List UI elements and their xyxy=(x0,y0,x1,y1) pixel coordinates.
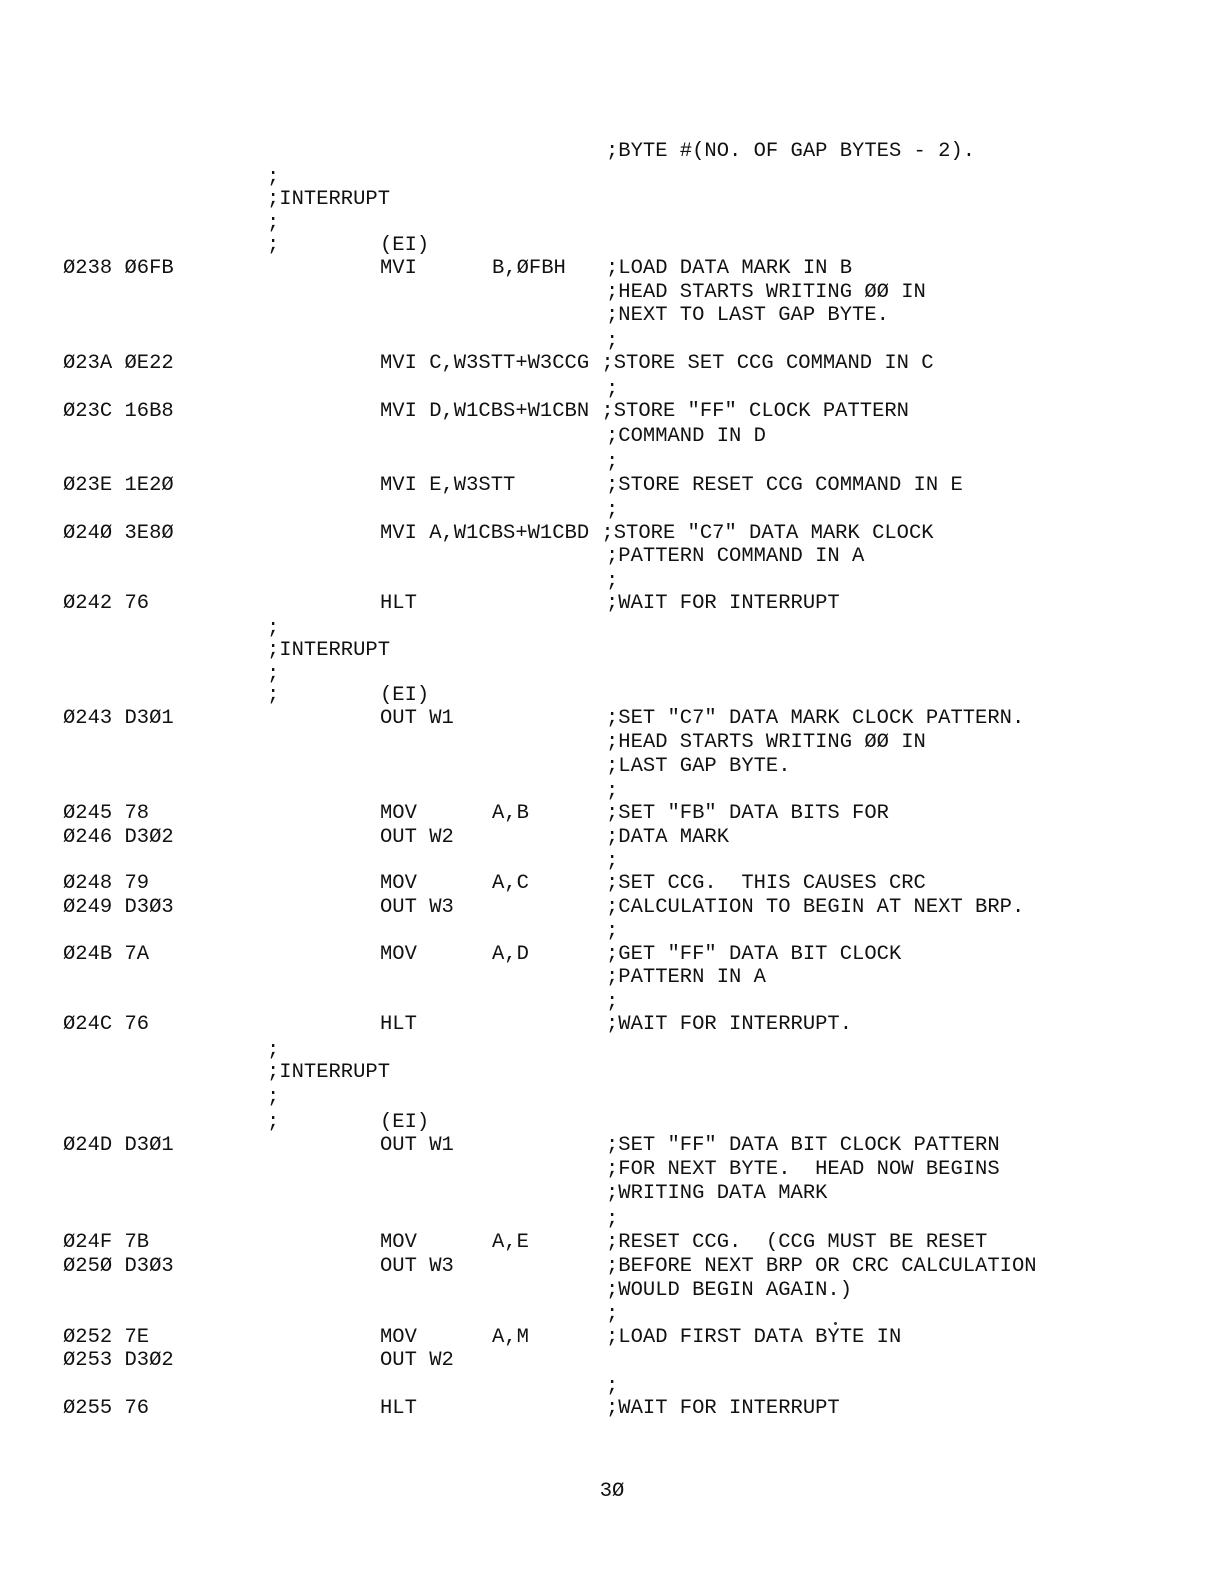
listing-line xyxy=(0,780,1224,804)
line-mnemonic: (EI) xyxy=(380,234,430,257)
line-comment: ;GET "FF" DATA BIT CLOCK xyxy=(606,943,902,966)
line-comment: ;PATTERN COMMAND IN A xyxy=(606,545,865,568)
listing-line xyxy=(0,1255,1224,1279)
listing-line xyxy=(0,1375,1224,1399)
line-comment: ; xyxy=(606,920,619,943)
listing-line xyxy=(0,1208,1224,1232)
line-comment: ;WRITING DATA MARK xyxy=(606,1182,828,1205)
listing-line xyxy=(0,352,1224,376)
listing-line xyxy=(0,140,1224,164)
line-label: ;INTERRUPT xyxy=(267,639,391,662)
listing-line xyxy=(0,920,1224,944)
line-address: Ø252 7E xyxy=(63,1326,150,1349)
line-address: Ø25Ø D3Ø3 xyxy=(63,1255,174,1278)
line-mnemonic: MVI E,W3STT xyxy=(380,474,516,497)
line-address: Ø246 D3Ø2 xyxy=(63,826,174,849)
line-address: Ø255 76 xyxy=(63,1397,150,1420)
line-label: ; xyxy=(267,1086,280,1109)
listing-line xyxy=(0,755,1224,779)
listing-line xyxy=(0,707,1224,731)
line-label: ; xyxy=(267,166,280,189)
line-comment: ;PATTERN IN A xyxy=(606,966,766,989)
line-comment: ;BYTE #(NO. OF GAP BYTES - 2). xyxy=(606,140,976,163)
line-comment: ;LOAD DATA MARK IN B xyxy=(606,257,853,280)
line-mnemonic: OUT W1 xyxy=(380,1134,454,1157)
line-mnemonic: MOV xyxy=(380,1326,417,1349)
listing-line xyxy=(0,400,1224,424)
line-address: Ø23E 1E2Ø xyxy=(63,474,174,497)
line-address: Ø245 78 xyxy=(63,802,150,825)
line-address: Ø249 D3Ø3 xyxy=(63,896,174,919)
line-comment: ;WOULD BEGIN AGAIN.) xyxy=(606,1279,853,1302)
listing-line xyxy=(0,304,1224,328)
line-address: Ø24B 7A xyxy=(63,943,150,966)
listing-line xyxy=(0,1134,1224,1158)
line-mnemonic: OUT W3 xyxy=(380,1255,454,1278)
listing-line xyxy=(0,943,1224,967)
line-comment: ;WAIT FOR INTERRUPT xyxy=(606,1397,840,1420)
line-comment: ;SET "FF" DATA BIT CLOCK PATTERN xyxy=(606,1134,1000,1157)
line-address: Ø24F 7B xyxy=(63,1231,150,1254)
listing-line xyxy=(0,499,1224,523)
listing-line xyxy=(0,1111,1224,1135)
line-address: Ø24C 76 xyxy=(63,1013,150,1036)
line-mnemonic: OUT W2 xyxy=(380,1349,454,1372)
line-address: Ø238 Ø6FB xyxy=(63,257,174,280)
listing-line xyxy=(0,1326,1224,1350)
listing-line xyxy=(0,545,1224,569)
line-operand: A,E xyxy=(492,1231,529,1254)
listing-line xyxy=(0,212,1224,236)
listing-line xyxy=(0,1086,1224,1110)
line-mnemonic: HLT xyxy=(380,592,417,615)
listing-line xyxy=(0,474,1224,498)
line-address: Ø242 76 xyxy=(63,592,150,615)
listing-line xyxy=(0,684,1224,708)
listing-line xyxy=(0,1158,1224,1182)
line-comment: ; xyxy=(606,1303,619,1326)
line-label: ; xyxy=(267,234,280,257)
line-mnemonic: (EI) xyxy=(380,1111,430,1134)
line-mnemonic: MVI A,W1CBS+W1CBD ;STORE "C7" DATA MARK CLOCK xyxy=(380,522,934,545)
line-label: ; xyxy=(267,617,280,640)
page-number: 3Ø xyxy=(599,1480,625,1503)
line-label: ; xyxy=(267,1111,280,1134)
line-label: ;INTERRUPT xyxy=(267,1061,391,1084)
line-comment: ; xyxy=(606,991,619,1014)
line-comment: ;CALCULATION TO BEGIN AT NEXT BRP. xyxy=(606,896,1025,919)
line-comment: ; xyxy=(606,451,619,474)
line-label: ; xyxy=(267,1039,280,1062)
line-comment: ; xyxy=(606,330,619,353)
line-mnemonic: OUT W3 xyxy=(380,896,454,919)
listing-line xyxy=(0,1061,1224,1085)
line-address: Ø248 79 xyxy=(63,872,150,895)
listing-line xyxy=(0,281,1224,305)
line-comment: ;STORE RESET CCG COMMAND IN E xyxy=(606,474,963,497)
line-address: Ø24Ø 3E8Ø xyxy=(63,522,174,545)
listing-line xyxy=(0,966,1224,990)
line-operand: A,B xyxy=(492,802,529,825)
listing-line xyxy=(0,731,1224,755)
line-label: ; xyxy=(267,212,280,235)
line-comment: ;DATA MARK xyxy=(606,826,730,849)
line-comment: ; xyxy=(606,378,619,401)
listing-line xyxy=(0,896,1224,920)
listing-line xyxy=(0,451,1224,475)
line-address: Ø253 D3Ø2 xyxy=(63,1349,174,1372)
line-mnemonic: MOV xyxy=(380,802,417,825)
listing-line xyxy=(0,802,1224,826)
line-comment: ; xyxy=(606,1375,619,1398)
listing-line xyxy=(0,570,1224,594)
line-comment: ;WAIT FOR INTERRUPT. xyxy=(606,1013,853,1036)
listing-line xyxy=(0,522,1224,546)
line-address: Ø243 D3Ø1 xyxy=(63,707,174,730)
line-comment: ;BEFORE NEXT BRP OR CRC CALCULATION xyxy=(606,1255,1037,1278)
line-comment: ;SET CCG. THIS CAUSES CRC xyxy=(606,872,926,895)
listing-line xyxy=(0,1182,1224,1206)
line-mnemonic: MOV xyxy=(380,943,417,966)
line-label: ;INTERRUPT xyxy=(267,188,391,211)
line-comment: ;SET "FB" DATA BITS FOR xyxy=(606,802,889,825)
listing-line xyxy=(0,1039,1224,1063)
line-mnemonic: MVI D,W1CBS+W1CBN ;STORE "FF" CLOCK PATTERN xyxy=(380,400,909,423)
line-mnemonic: MOV xyxy=(380,1231,417,1254)
listing-line xyxy=(0,850,1224,874)
line-mnemonic: MVI C,W3STT+W3CCG ;STORE SET CCG COMMAND IN C xyxy=(380,352,934,375)
listing-line xyxy=(0,1279,1224,1303)
line-mnemonic: MVI xyxy=(380,257,417,280)
line-comment: ;HEAD STARTS WRITING ØØ IN xyxy=(606,281,926,304)
line-comment: ;WAIT FOR INTERRUPT xyxy=(606,592,840,615)
listing-line xyxy=(0,639,1224,663)
listing-line xyxy=(0,378,1224,402)
line-mnemonic: OUT W1 xyxy=(380,707,454,730)
line-comment: ;FOR NEXT BYTE. HEAD NOW BEGINS xyxy=(606,1158,1000,1181)
line-comment: ;NEXT TO LAST GAP BYTE. xyxy=(606,304,889,327)
listing-line xyxy=(0,1231,1224,1255)
line-address: Ø23A ØE22 xyxy=(63,352,174,375)
listing-line xyxy=(0,1349,1224,1373)
line-comment: ; xyxy=(606,780,619,803)
listing-line xyxy=(0,617,1224,641)
line-operand: B,ØFBH xyxy=(492,257,566,280)
listing-line xyxy=(0,257,1224,281)
line-address: Ø23C 16B8 xyxy=(63,400,174,423)
line-comment: ; xyxy=(606,850,619,873)
listing-line xyxy=(0,872,1224,896)
line-comment: ; xyxy=(606,570,619,593)
listing-line xyxy=(0,826,1224,850)
line-operand: A,D xyxy=(492,943,529,966)
listing-line xyxy=(0,1303,1224,1327)
listing-line xyxy=(0,1013,1224,1037)
line-label: ; xyxy=(267,663,280,686)
listing-line xyxy=(0,330,1224,354)
line-comment: ; xyxy=(606,1208,619,1231)
listing-line xyxy=(0,166,1224,190)
line-comment: ;LAST GAP BYTE. xyxy=(606,755,791,778)
stray-dot-mark xyxy=(834,1322,837,1325)
listing-line xyxy=(0,425,1224,449)
line-comment: ;SET "C7" DATA MARK CLOCK PATTERN. xyxy=(606,707,1025,730)
line-operand: A,C xyxy=(492,872,529,895)
line-mnemonic: (EI) xyxy=(380,684,430,707)
line-comment: ;RESET CCG. (CCG MUST BE RESET xyxy=(606,1231,988,1254)
listing-line xyxy=(0,188,1224,212)
line-mnemonic: OUT W2 xyxy=(380,826,454,849)
line-comment: ; xyxy=(606,499,619,522)
line-mnemonic: HLT xyxy=(380,1013,417,1036)
listing-line xyxy=(0,234,1224,258)
line-comment: ;HEAD STARTS WRITING ØØ IN xyxy=(606,731,926,754)
line-mnemonic: MOV xyxy=(380,872,417,895)
listing-line xyxy=(0,991,1224,1015)
listing-line xyxy=(0,592,1224,616)
listing-line xyxy=(0,1397,1224,1421)
line-mnemonic: HLT xyxy=(380,1397,417,1420)
line-label: ; xyxy=(267,684,280,707)
line-comment: ;LOAD FIRST DATA BYTE IN xyxy=(606,1326,902,1349)
line-address: Ø24D D3Ø1 xyxy=(63,1134,174,1157)
line-operand: A,M xyxy=(492,1326,529,1349)
line-comment: ;COMMAND IN D xyxy=(606,425,766,448)
